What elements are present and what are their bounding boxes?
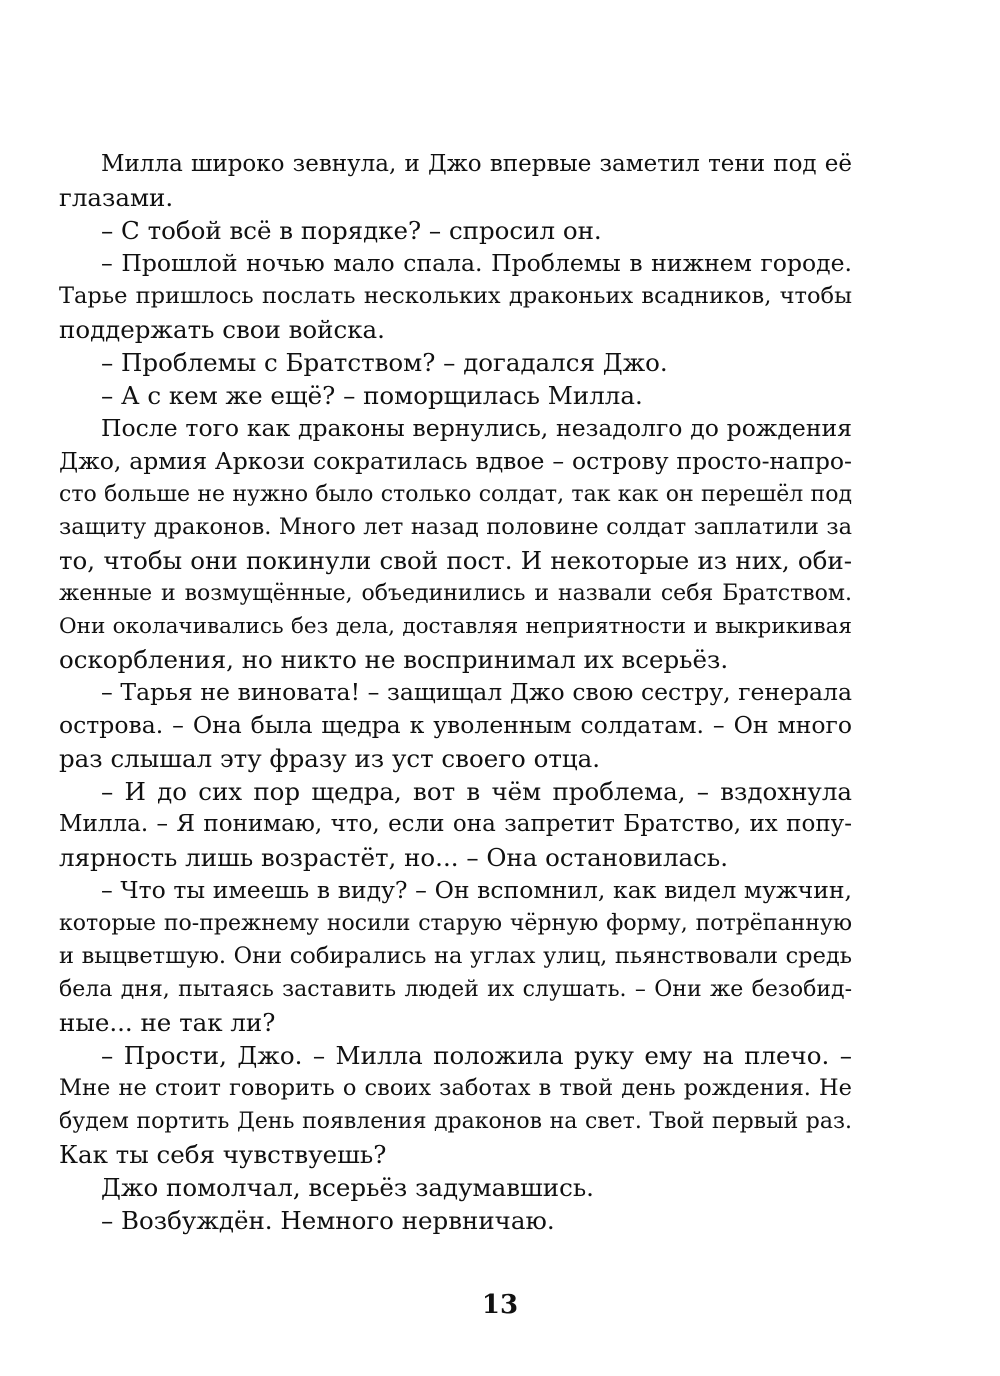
text-line: Милла широко зевнула, и Джо впервые заметил тени под её bbox=[101, 151, 852, 177]
text-line: – Что ты имеешь в виду? – Он вспомнил, как видел мужчин, bbox=[101, 876, 852, 904]
text-line: Милла. – Я понимаю, что, если она запретит Братство, их попу- bbox=[59, 811, 852, 837]
text-line: – С тобой всё в порядке? – спросил он. bbox=[101, 216, 602, 245]
text-line: Джо помолчал, всерьёз задумавшись. bbox=[101, 1173, 594, 1202]
text-line: раз слышал эту фразу из уст своего отца. bbox=[59, 744, 601, 773]
text-line: – А с кем же ещё? – поморщилась Милла. bbox=[101, 381, 643, 410]
text-line: будем портить День появления драконов на свет. Твой первый раз. bbox=[59, 1109, 852, 1134]
text-line: бела дня, пытаясь заставить людей их слушать. – Они же безобид- bbox=[59, 977, 852, 1002]
text-line: – И до сих пор щедра, вот в чём проблема, – вздохнула bbox=[101, 777, 852, 806]
text-line: Как ты себя чувствуешь? bbox=[59, 1140, 387, 1169]
text-line: оскорбления, но никто не воспринимал их всерьёз. bbox=[59, 645, 729, 674]
text-line: Джо, армия Аркози сократилась вдвое – острову просто-напро- bbox=[59, 447, 852, 475]
text-line: лярность лишь возрастёт, но... – Она остановилась. bbox=[59, 843, 729, 872]
text-line: защиту драконов. Много лет назад половине солдат заплатили за bbox=[59, 514, 852, 540]
text-line: острова. – Она была щедра к уволенным солдатам. – Он много bbox=[59, 711, 852, 739]
text-line: поддержать свои войска. bbox=[59, 315, 385, 344]
text-line: глазами. bbox=[59, 183, 174, 212]
text-line: женные и возмущённые, объединились и назвали себя Братством. bbox=[59, 581, 852, 606]
text-line: Мне не стоит говорить о своих заботах в твой день рождения. Не bbox=[59, 1075, 852, 1101]
text-line: Тарье пришлось послать нескольких драконьих всадников, чтобы bbox=[59, 283, 852, 309]
text-line: – Возбуждён. Немного нервничаю. bbox=[101, 1206, 555, 1235]
text-line: ные... не так ли? bbox=[59, 1008, 276, 1037]
text-line: которые по-прежнему носили старую чёрную форму, потрёпанную bbox=[59, 911, 852, 936]
text-line: Они околачивались без дела, доставляя неприятности и выкрикивая bbox=[59, 614, 852, 639]
text-line: – Прошлой ночью мало спала. Проблемы в нижнем городе. bbox=[101, 249, 852, 277]
body-text bbox=[59, 148, 852, 1237]
page-number: 13 bbox=[481, 1290, 519, 1320]
text-line: то, чтобы они покинули свой пост. И некоторые из них, оби- bbox=[59, 546, 852, 575]
text-line: После того как драконы вернулись, незадолго до рождения bbox=[101, 414, 852, 442]
text-line: – Прости, Джо. – Милла положила руку ему на плечо. – bbox=[101, 1041, 852, 1070]
text-line: – Тарья не виновата! – защищал Джо свою сестру, генерала bbox=[101, 678, 852, 706]
text-line: сто больше не нужно было столько солдат, так как он перешёл под bbox=[59, 482, 852, 507]
text-line: и выцветшую. Они собирались на углах улиц, пьянствовали средь bbox=[59, 943, 852, 969]
text-line: – Проблемы с Братством? – догадался Джо. bbox=[101, 348, 668, 377]
